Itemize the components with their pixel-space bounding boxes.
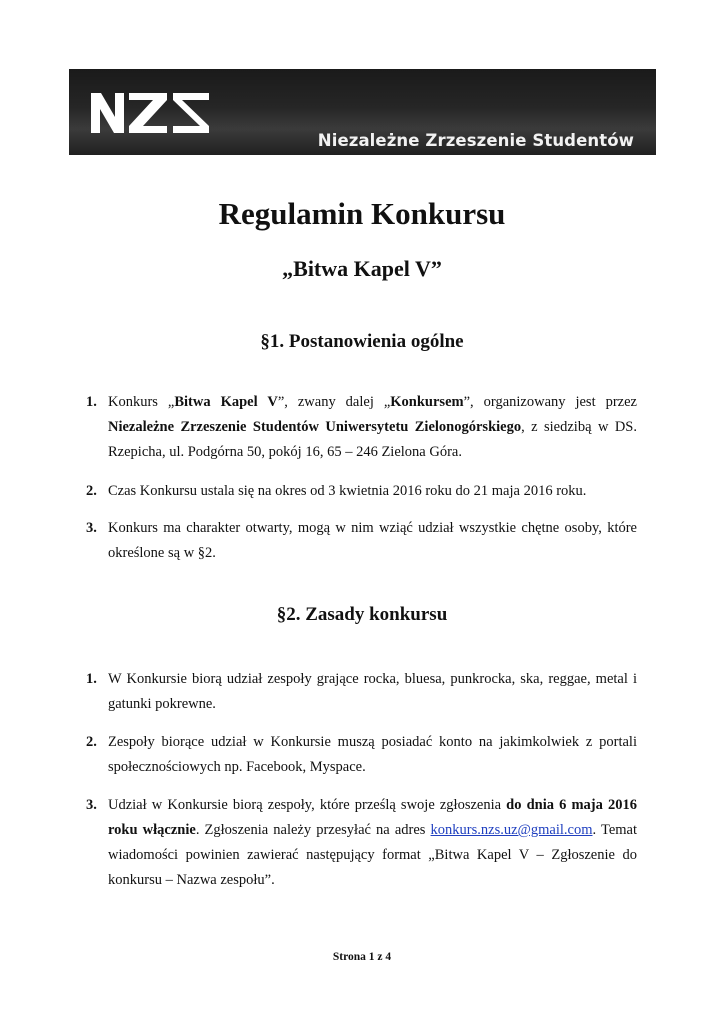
document-subtitle: „Bitwa Kapel V” bbox=[282, 256, 442, 281]
item-bold-text: Bitwa Kapel V bbox=[174, 394, 278, 410]
item-text: . Temat wiadomości powinien zawierać następujący format „Bitwa Kapel V – Zgłoszenie do konkursu – Nazwa zespołu”. bbox=[108, 822, 637, 888]
list-item bbox=[86, 667, 637, 717]
item-number: 2. bbox=[86, 483, 97, 499]
item-text: , z siedzibą w DS. Rzepicha, ul. Podgórna 50, pokój 16, 65 – 246 Zielona Góra. bbox=[108, 419, 637, 460]
page-number: Strona 1 z 4 bbox=[332, 951, 392, 963]
item-text: Udział w Konkursie biorą zespoły, które prześlą swoje zgłoszenia bbox=[108, 797, 507, 813]
item-text: ”, zwany dalej „ bbox=[277, 394, 391, 410]
list-item bbox=[86, 516, 637, 566]
item-text: Czas Konkursu ustala się na okres od 3 kwietnia 2016 roku do 21 maja 2016 roku. bbox=[108, 483, 587, 499]
organization-name: Niezależne Zrzeszenie Studentów bbox=[317, 131, 634, 150]
item-text: W Konkursie biorą udział zespoły grające rocka, bluesa, punkrocka, ska, reggae, metal i gatunki pokrewne. bbox=[108, 671, 637, 712]
item-text: Konkurs ma charakter otwarty, mogą w nim wziąć udział wszystkie chętne osoby, które określone są w §2. bbox=[108, 520, 637, 561]
item-bold-text: Konkursem bbox=[390, 394, 464, 410]
item-number: 1. bbox=[86, 394, 97, 410]
list-item bbox=[86, 730, 637, 780]
list-item bbox=[86, 479, 637, 504]
nzs-logo bbox=[91, 91, 209, 135]
item-text: ”, organizowany jest przez bbox=[463, 394, 637, 410]
item-bold-text: Niezależne Zrzeszenie Studentów Uniwersytetu Zielonogórskiego bbox=[108, 419, 522, 435]
list-item bbox=[86, 390, 637, 465]
item-number: 3. bbox=[86, 520, 97, 536]
document-title: Regulamin Konkursu bbox=[218, 196, 506, 231]
item-number: 3. bbox=[86, 797, 97, 813]
item-number: 1. bbox=[86, 671, 97, 687]
list-item bbox=[86, 793, 637, 893]
item-text: Konkurs „ bbox=[108, 394, 175, 410]
item-text: Zespoły biorące udział w Konkursie muszą posiadać konto na jakimkolwiek z portali społecznościowych np. Facebook, Myspace. bbox=[108, 734, 637, 775]
section-heading-2: §2. Zasady konkursu bbox=[276, 604, 448, 625]
item-bold-text: do dnia 6 maja 2016 roku włącznie bbox=[108, 797, 637, 838]
section-heading-1: §1. Postanowienia ogólne bbox=[260, 331, 464, 352]
item-number: 2. bbox=[86, 734, 97, 750]
email-link[interactable]: konkurs.nzs.uz@gmail.com bbox=[430, 822, 593, 838]
item-text: . Zgłoszenia należy przesyłać na adres bbox=[195, 822, 431, 838]
header-banner bbox=[69, 69, 656, 155]
